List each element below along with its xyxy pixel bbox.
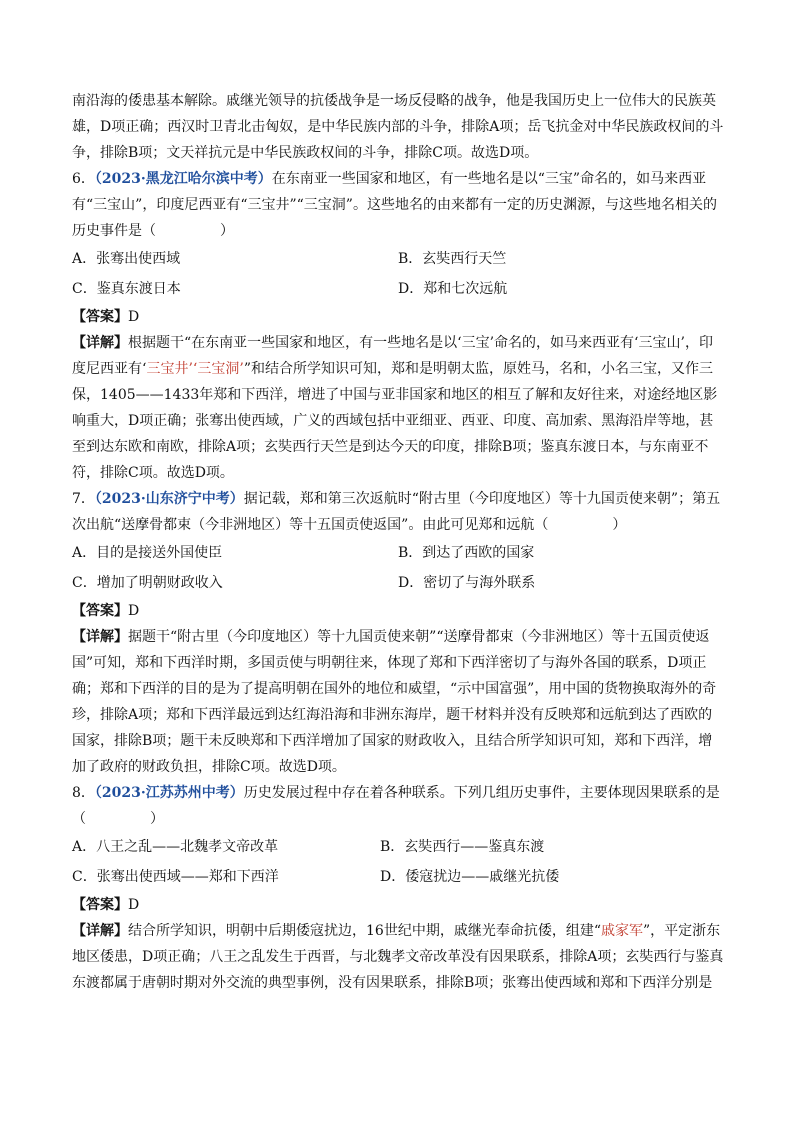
question-8-option-d: D．倭寇扰边——戚继光抗倭 — [380, 869, 560, 885]
question-8-stem-text: 历史发展过程中存在着各种联系。下列几组历史事件，主要体现因果联系的是（ — [72, 785, 720, 827]
question-7-option-b: B．到达了西欧的国家 — [398, 545, 535, 561]
question-7-number: 7． — [72, 491, 95, 507]
question-8-stem: 8．（2023·江苏苏州中考）历史发展过程中存在着各种联系。下列几组历史事件，主要体现因果联系的是（ ） — [72, 785, 720, 827]
document-page — [72, 88, 724, 996]
question-8-option-c: C．张骞出使西域——郑和下西洋 — [72, 869, 279, 885]
question-8-option-a: A．八王之乱——北魏孝文帝改革 — [72, 839, 279, 855]
question-8-option-b: B．玄奘西行——鉴真东渡 — [380, 839, 545, 855]
question-8-source: （2023·江苏苏州中考） — [94, 785, 244, 801]
question-6-option-c: C．鉴真东渡日本 — [72, 281, 181, 297]
question-7-option-c: C．增加了明朝财政收入 — [72, 575, 223, 591]
question-6-answer: 【答案】D — [72, 309, 140, 325]
question-7-stem-text: 据记载，郑和第三次返航时“附古里（今印度地区）等十九国贡使来朝”；第五次出航“送摩骨都束（今非洲地区）等十五国贡使返国”。由此可见郑和远航（ — [72, 491, 721, 533]
question-7-answer: 【答案】D — [72, 603, 140, 619]
question-8-options — [72, 832, 724, 892]
question-7-source: （2023·山东济宁中考） — [94, 491, 244, 507]
question-7-option-d: D．密切了与海外联系 — [398, 575, 536, 591]
question-8-detail: 【详解】结合所学知识，明朝中后期倭寇扰边，16世纪中期，戚继光奉命抗倭，组建“戚家军”，平定浙东地区倭患，D项正确；八王之乱发生于西晋，与北魏孝文帝改革没有因果联系，排除A项；玄奘西行与鉴真东渡都属于唐朝时期对外交流的典型事例，没有因果联系，排除B项；张骞出使西域和郑和下西洋分别是 — [72, 923, 724, 991]
question-6-option-d: D．郑和七次远航 — [398, 281, 508, 297]
question-7-option-a: A．目的是接送外国使臣 — [72, 545, 223, 561]
question-7-detail: 【详解】据题干“附古里（今印度地区）等十九国贡使来朝”“送摩骨都束（今非洲地区）等十五国贡使返国”可知，郑和下西洋时期，多国贡使与明朝往来，体现了郑和下西洋密切了与海外各国的联系，D项正确；郑和下西洋的目的是为了提高明朝在国外的地位和威望，“示中国富强”，用中国的货物换取海外的奇珍，排除A项；郑和下西洋最远到达红海沿海和非洲东海岸，题干材料并没有反映郑和远航到达了西欧的国家，排除B项；题干未反映郑和下西洋增加了国家的财政收入，且结合所学知识可知，郑和下西洋，增加了政府的财政负担，排除C项。故选D项。 — [72, 629, 717, 775]
question-6-number: 6． — [72, 171, 95, 187]
question-6-stem: 6．（2023·黑龙江哈尔滨中考）在东南亚一些国家和地区，有一些地名是以“三宝”命名的，如马来西亚有“三宝山”，印度尼西亚有“三宝井”“三宝洞”。这些地名的由来都有一定的历史渊源，与这些地名相关的历史事件是（ ） — [72, 171, 717, 239]
question-6-option-a: A．张骞出使西域 — [72, 251, 181, 267]
question-6-options — [72, 244, 724, 304]
question-6-source: （2023·黑龙江哈尔滨中考） — [94, 171, 272, 187]
question-8-answer: 【答案】D — [72, 897, 140, 913]
question-6-stem-text: 在东南亚一些国家和地区，有一些地名是以“三宝”命名的，如马来西亚有“三宝山”，印度尼西亚有“三宝井”“三宝洞”。这些地名的由来都有一定的历史渊源，与这些地名相关的历史事件是（ — [72, 171, 717, 239]
question-6-option-b: B．玄奘西行天竺 — [398, 251, 507, 267]
question-7-options — [72, 538, 724, 598]
question-7-stem: 7．（2023·山东济宁中考）据记载，郑和第三次返航时“附古里（今印度地区）等十九国贡使来朝”；第五次出航“送摩骨都束（今非洲地区）等十五国贡使返国”。由此可见郑和远航（ ） — [72, 491, 721, 533]
question-6-detail: 【详解】根据题干“在东南亚一些国家和地区，有一些地名是以‘三宝’命名的，如马来西亚有‘三宝山’，印度尼西亚有‘三宝井’‘三宝洞’”和结合所学知识可知，郑和是明朝太监，原姓马，名和，小名三宝，又作三保，1405——1433年郑和下西洋，增进了中国与亚非国家和地区的相互了解和友好往来，对途经地区影响重大，D项正确；张骞出使西域，广义的西域包括中亚细亚、西亚、印度、高加索、黑海沿岸等地，甚至到达东欧和南欧，排除A项；玄奘西行天竺是到达今天的印度，排除B项；鉴真东渡日本，与东南亚不符，排除C项。故选D项。 — [72, 335, 718, 481]
question-8-number: 8． — [72, 785, 95, 801]
intro-paragraph: 南沿海的倭患基本解除。戚继光领导的抗倭战争是一场反侵略的战争，他是我国历史上一位伟大的民族英雄，D项正确；西汉时卫青北击匈奴，是中华民族内部的斗争，排除A项；岳飞抗金对中华民族政权间的斗争，排除B项；文天祥抗元是中华民族政权间的斗争，排除C项。故选D项。 — [72, 93, 724, 161]
